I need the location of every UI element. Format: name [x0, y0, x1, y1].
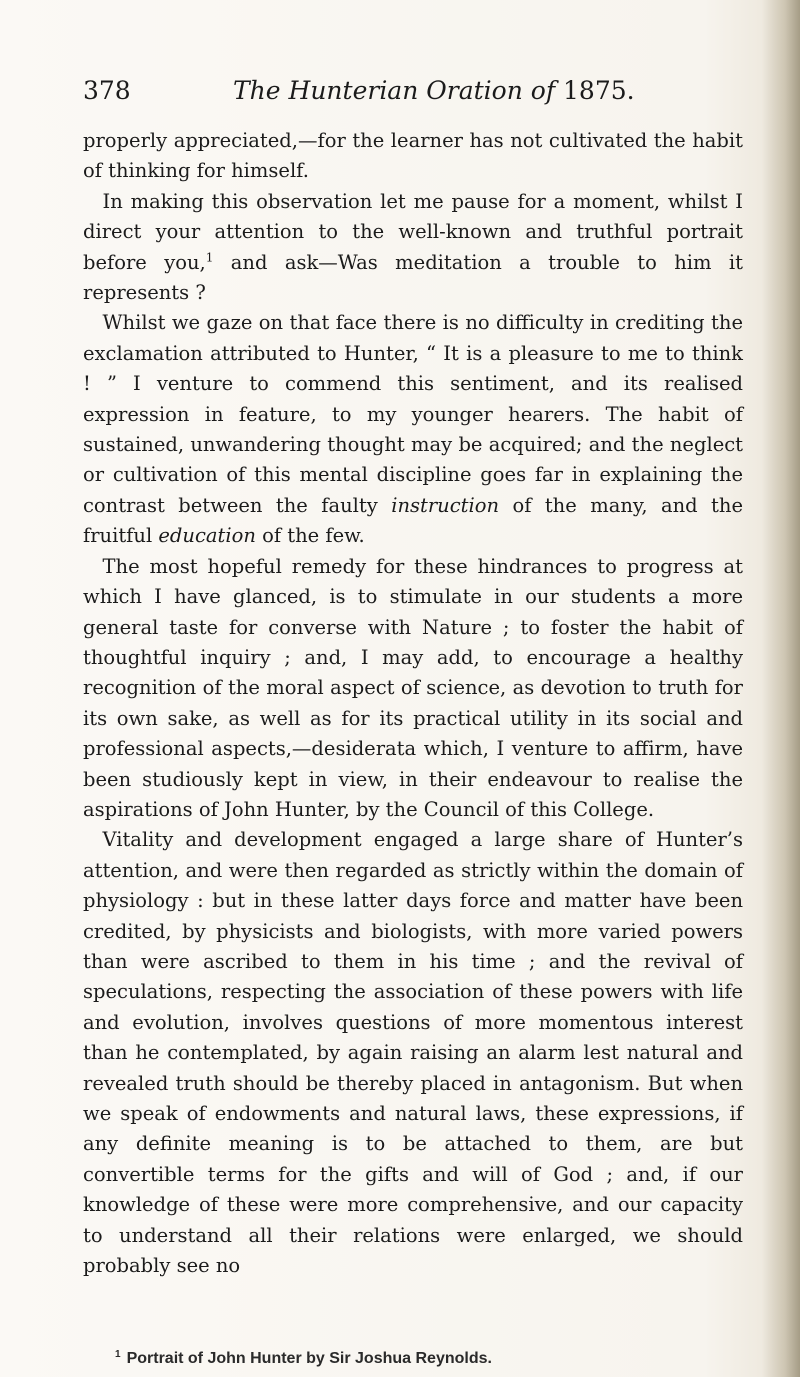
- paragraph-2-text-end: and ask—Was meditation a trouble to him it represents ?: [83, 250, 743, 305]
- emphasis-instruction: instruction: [391, 493, 500, 517]
- footnote-ref: 1: [205, 250, 214, 265]
- running-header: [83, 76, 723, 110]
- paragraph-2-text: In making this observation let me pause for a moment, whilst I direct your attention to the well-known and truthful portrait before you,: [83, 189, 743, 274]
- running-title-of: of: [530, 76, 556, 105]
- paragraph-3-text: Whilst we gaze on that face there is no difficulty in crediting the exclamation attributed to Hunter, “ It is a pleasure to me to think ! ” I venture to commend this sentiment, and its realised expression in feature, to my younger hearers. The habit of sustained, unwandering thought may be acquired; and the neglect or cultivation of this mental discipline goes far in explaining the contrast between the faulty: [83, 311, 743, 517]
- body-text: [83, 126, 743, 1281]
- running-title-main: The Hunterian Oration: [233, 76, 523, 105]
- running-title: [233, 76, 635, 105]
- paragraph-3-text-mid: of the many, and the fruitful: [83, 493, 743, 548]
- emphasis-education: education: [158, 524, 256, 548]
- paragraph-3-text-end: of the few.: [255, 524, 365, 548]
- footnote: [115, 1350, 735, 1368]
- footnote-marker: 1: [115, 1348, 121, 1360]
- page-edge-shadow: [762, 0, 800, 1377]
- paragraph-1: properly appreciated,—for the learner has not cultivated the habit of thinking for himself.: [83, 129, 743, 183]
- paragraph-4: [83, 552, 743, 826]
- paragraph-2: [83, 187, 743, 309]
- running-title-year: 1875.: [563, 76, 635, 105]
- paragraph-5-text: Vitality and development engaged a large share of Hunter’s attention, and were then regarded as strictly within the domain of physiology : but in these latter days force and matter have been credited, by physicists and biologists, with more varied powers than were ascribed to them in his time ; and the revival of speculations, respecting the association of these powers with life and evolution, involves questions of more momentous interest than he contemplated, by again raising an alarm lest natural and revealed truth should be thereby placed in antagonism. But when we speak of endowments and natural laws, these expressions, if any definite meaning is to be attached to them, are but convertible terms for the gifts and will of God ; and, if our knowledge of these were more comprehensive, and our capacity to understand all their relations were enlarged, we should probably see no: [83, 828, 743, 1278]
- paragraph-3: [83, 308, 743, 551]
- footnote-text: Portrait of John Hunter by Sir Joshua Reynolds.: [126, 1350, 492, 1367]
- paragraph-4-text: The most hopeful remedy for these hindrances to progress at which I have glanced, is to stimulate in our students a more general taste for converse with Nature ; to foster the habit of thoughtful inquiry ; and, I may add, to encourage a healthy recognition of the moral aspect of science, as devotion to truth for its own sake, as well as for its practical utility in its social and professional aspects,—desiderata which, I venture to affirm, have been studiously kept in view, in their endeavour to realise the aspirations of John Hunter, by the Council of this College.: [83, 554, 743, 821]
- paragraph-5: [83, 825, 743, 1281]
- page-number: 378: [83, 76, 131, 105]
